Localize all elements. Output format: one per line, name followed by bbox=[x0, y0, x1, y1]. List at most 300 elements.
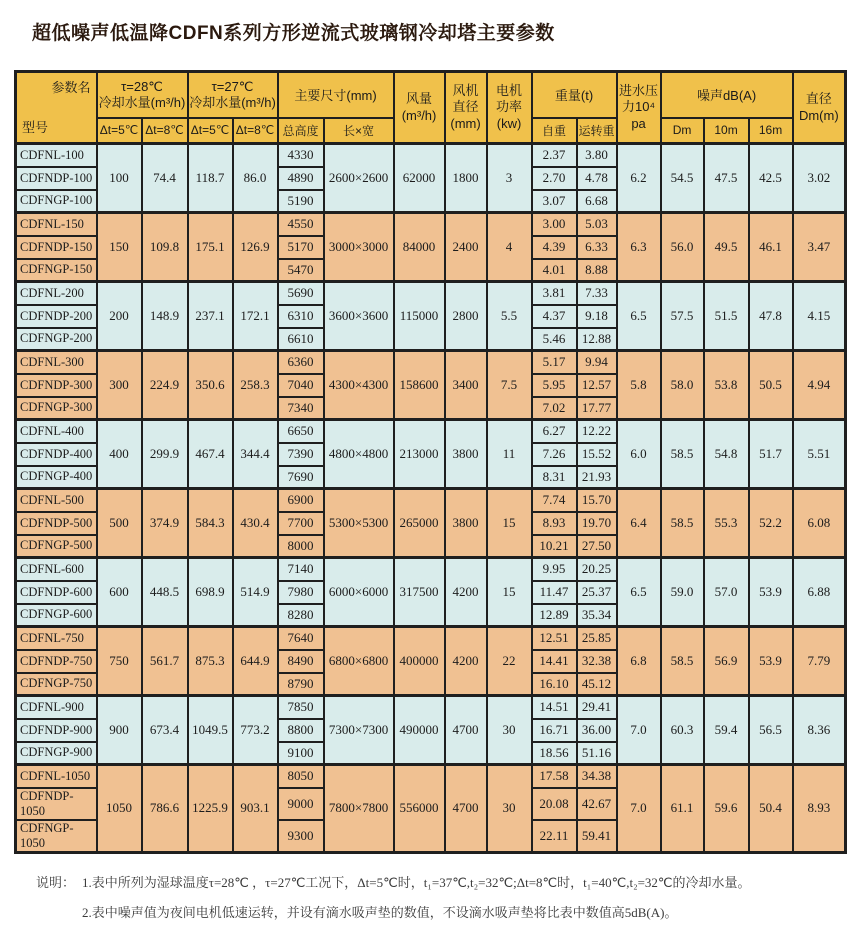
total-height-cell: 7980 bbox=[278, 581, 324, 604]
weight-self-cell: 16.10 bbox=[532, 673, 577, 696]
flow27-dt5-cell: 467.4 bbox=[188, 420, 233, 489]
weight-run-cell: 3.80 bbox=[577, 144, 617, 167]
inlet-pressure-cell: 7.0 bbox=[617, 765, 661, 853]
motor-power-cell: 30 bbox=[487, 696, 532, 765]
flow27-dt8-cell: 258.3 bbox=[233, 351, 278, 420]
header-noise-dm: Dm bbox=[661, 118, 704, 144]
noise-16m-cell: 52.2 bbox=[749, 489, 793, 558]
total-height-cell: 5470 bbox=[278, 259, 324, 282]
length-width-cell: 3000×3000 bbox=[324, 213, 394, 282]
motor-power-cell: 3 bbox=[487, 144, 532, 213]
header-weight-self: 自重 bbox=[532, 118, 577, 144]
table-row bbox=[16, 627, 846, 650]
header-model-label: 型号 bbox=[22, 120, 49, 135]
model-cell: CDFNGP-900 bbox=[16, 742, 97, 765]
weight-run-cell: 9.94 bbox=[577, 351, 617, 374]
weight-self-cell: 4.37 bbox=[532, 305, 577, 328]
weight-run-cell: 7.33 bbox=[577, 282, 617, 305]
inlet-pressure-cell: 6.5 bbox=[617, 558, 661, 627]
weight-run-cell: 45.12 bbox=[577, 673, 617, 696]
noise-10m-cell: 59.4 bbox=[704, 696, 749, 765]
header-motor-line1: 电机 bbox=[496, 83, 523, 99]
header-dt5-27: Δt=5℃ bbox=[188, 118, 233, 144]
noise-10m-cell: 53.8 bbox=[704, 351, 749, 420]
diameter-cell: 8.36 bbox=[793, 696, 846, 765]
inlet-pressure-cell: 6.4 bbox=[617, 489, 661, 558]
model-cell: CDFNL-400 bbox=[16, 420, 97, 443]
weight-self-cell: 4.39 bbox=[532, 236, 577, 259]
flow27-dt5-cell: 175.1 bbox=[188, 213, 233, 282]
motor-power-cell: 4 bbox=[487, 213, 532, 282]
total-height-cell: 4330 bbox=[278, 144, 324, 167]
length-width-cell: 6800×6800 bbox=[324, 627, 394, 696]
table-row bbox=[16, 282, 846, 305]
noise-dm-cell: 59.0 bbox=[661, 558, 704, 627]
noise-16m-cell: 56.5 bbox=[749, 696, 793, 765]
header-air-label: 风量 bbox=[406, 91, 433, 107]
model-cell: CDFNDP-1050 bbox=[16, 788, 97, 820]
weight-run-cell: 8.88 bbox=[577, 259, 617, 282]
air-volume-cell: 556000 bbox=[394, 765, 445, 853]
weight-run-cell: 17.77 bbox=[577, 397, 617, 420]
flow28-dt8-cell: 786.6 bbox=[142, 765, 188, 853]
weight-run-cell: 27.50 bbox=[577, 535, 617, 558]
motor-power-cell: 11 bbox=[487, 420, 532, 489]
model-cell: CDFNGP-100 bbox=[16, 190, 97, 213]
weight-self-cell: 2.37 bbox=[532, 144, 577, 167]
header-dt8-28: Δt=8℃ bbox=[142, 118, 188, 144]
total-height-cell: 8490 bbox=[278, 650, 324, 673]
flow28-dt8-cell: 109.8 bbox=[142, 213, 188, 282]
noise-10m-cell: 54.8 bbox=[704, 420, 749, 489]
header-noise-group: 噪声dB(A) bbox=[661, 72, 793, 118]
air-volume-cell: 213000 bbox=[394, 420, 445, 489]
flow27-dt8-cell: 86.0 bbox=[233, 144, 278, 213]
model-cell: CDFNL-1050 bbox=[16, 765, 97, 788]
weight-self-cell: 12.89 bbox=[532, 604, 577, 627]
fan-diameter-cell: 3800 bbox=[445, 489, 487, 558]
weight-run-cell: 34.38 bbox=[577, 765, 617, 788]
noise-10m-cell: 59.6 bbox=[704, 765, 749, 853]
air-volume-cell: 265000 bbox=[394, 489, 445, 558]
total-height-cell: 6310 bbox=[278, 305, 324, 328]
total-height-cell: 7140 bbox=[278, 558, 324, 581]
diameter-cell: 3.02 bbox=[793, 144, 846, 213]
header-flow27-unit: 冷却水量(m³/h) bbox=[189, 94, 276, 110]
model-cell: CDFNL-300 bbox=[16, 351, 97, 374]
footnotes bbox=[36, 868, 832, 928]
weight-self-cell: 3.81 bbox=[532, 282, 577, 305]
weight-run-cell: 5.03 bbox=[577, 213, 617, 236]
noise-dm-cell: 61.1 bbox=[661, 765, 704, 853]
total-height-cell: 8050 bbox=[278, 765, 324, 788]
flow28-dt5-cell: 100 bbox=[97, 144, 142, 213]
total-height-cell: 7690 bbox=[278, 466, 324, 489]
weight-run-cell: 51.16 bbox=[577, 742, 617, 765]
weight-run-cell: 35.34 bbox=[577, 604, 617, 627]
header-dt5-28: Δt=5℃ bbox=[97, 118, 142, 144]
flow28-dt5-cell: 900 bbox=[97, 696, 142, 765]
header-flow28-group bbox=[97, 72, 188, 118]
weight-run-cell: 4.78 bbox=[577, 167, 617, 190]
total-height-cell: 8000 bbox=[278, 535, 324, 558]
flow27-dt8-cell: 773.2 bbox=[233, 696, 278, 765]
weight-run-cell: 29.41 bbox=[577, 696, 617, 719]
noise-16m-cell: 51.7 bbox=[749, 420, 793, 489]
model-cell: CDFNDP-300 bbox=[16, 374, 97, 397]
page-title: 超低噪声低温降CDFN系列方形逆流式玻璃钢冷却塔主要参数 bbox=[32, 23, 555, 44]
model-cell: CDFNDP-400 bbox=[16, 443, 97, 466]
model-cell: CDFNDP-500 bbox=[16, 512, 97, 535]
flow27-dt8-cell: 430.4 bbox=[233, 489, 278, 558]
model-cell: CDFNGP-150 bbox=[16, 259, 97, 282]
motor-power-cell: 7.5 bbox=[487, 351, 532, 420]
flow27-dt5-cell: 118.7 bbox=[188, 144, 233, 213]
total-height-cell: 4890 bbox=[278, 167, 324, 190]
total-height-cell: 5690 bbox=[278, 282, 324, 305]
total-height-cell: 5170 bbox=[278, 236, 324, 259]
weight-self-cell: 8.93 bbox=[532, 512, 577, 535]
noise-16m-cell: 46.1 bbox=[749, 213, 793, 282]
air-volume-cell: 490000 bbox=[394, 696, 445, 765]
model-cell: CDFNGP-200 bbox=[16, 328, 97, 351]
motor-power-cell: 15 bbox=[487, 558, 532, 627]
total-height-cell: 9300 bbox=[278, 820, 324, 853]
weight-run-cell: 59.41 bbox=[577, 820, 617, 853]
weight-run-cell: 12.22 bbox=[577, 420, 617, 443]
air-volume-cell: 84000 bbox=[394, 213, 445, 282]
header-total-height: 总高度 bbox=[278, 118, 324, 144]
table-row bbox=[16, 144, 846, 167]
total-height-cell: 5190 bbox=[278, 190, 324, 213]
total-height-cell: 7640 bbox=[278, 627, 324, 650]
total-height-cell: 7340 bbox=[278, 397, 324, 420]
model-cell: CDFNDP-100 bbox=[16, 167, 97, 190]
weight-run-cell: 15.52 bbox=[577, 443, 617, 466]
total-height-cell: 7850 bbox=[278, 696, 324, 719]
length-width-cell: 7300×7300 bbox=[324, 696, 394, 765]
diameter-cell: 4.15 bbox=[793, 282, 846, 351]
inlet-pressure-cell: 7.0 bbox=[617, 696, 661, 765]
header-inlet-pressure bbox=[617, 72, 661, 144]
total-height-cell: 9100 bbox=[278, 742, 324, 765]
flow27-dt8-cell: 514.9 bbox=[233, 558, 278, 627]
header-dt8-27: Δt=8℃ bbox=[233, 118, 278, 144]
weight-run-cell: 6.33 bbox=[577, 236, 617, 259]
flow27-dt8-cell: 172.1 bbox=[233, 282, 278, 351]
flow28-dt5-cell: 200 bbox=[97, 282, 142, 351]
noise-dm-cell: 58.0 bbox=[661, 351, 704, 420]
header-dia-line2: Dm(m) bbox=[798, 107, 839, 123]
header-fan-diameter bbox=[445, 72, 487, 144]
model-cell: CDFNDP-900 bbox=[16, 719, 97, 742]
noise-16m-cell: 53.9 bbox=[749, 627, 793, 696]
model-cell: CDFNL-200 bbox=[16, 282, 97, 305]
weight-self-cell: 10.21 bbox=[532, 535, 577, 558]
header-pressure-line2: 力10⁴ bbox=[622, 99, 656, 115]
noise-16m-cell: 42.5 bbox=[749, 144, 793, 213]
flow28-dt5-cell: 600 bbox=[97, 558, 142, 627]
header-weight-run: 运转重 bbox=[577, 118, 617, 144]
weight-run-cell: 36.00 bbox=[577, 719, 617, 742]
model-cell: CDFNDP-600 bbox=[16, 581, 97, 604]
header-flow28-unit: 冷却水量(m³/h) bbox=[98, 94, 186, 110]
weight-self-cell: 2.70 bbox=[532, 167, 577, 190]
header-noise-16m: 16m bbox=[749, 118, 793, 144]
flow28-dt8-cell: 148.9 bbox=[142, 282, 188, 351]
motor-power-cell: 22 bbox=[487, 627, 532, 696]
length-width-cell: 2600×2600 bbox=[324, 144, 394, 213]
model-cell: CDFNGP-300 bbox=[16, 397, 97, 420]
weight-run-cell: 12.88 bbox=[577, 328, 617, 351]
header-fan-line2: 直径 bbox=[452, 99, 479, 115]
diameter-cell: 5.51 bbox=[793, 420, 846, 489]
diameter-cell: 6.88 bbox=[793, 558, 846, 627]
noise-10m-cell: 56.9 bbox=[704, 627, 749, 696]
total-height-cell: 7390 bbox=[278, 443, 324, 466]
flow27-dt8-cell: 644.9 bbox=[233, 627, 278, 696]
weight-run-cell: 32.38 bbox=[577, 650, 617, 673]
noise-dm-cell: 57.5 bbox=[661, 282, 704, 351]
noise-dm-cell: 58.5 bbox=[661, 420, 704, 489]
flow27-dt5-cell: 1049.5 bbox=[188, 696, 233, 765]
header-diameter bbox=[793, 72, 846, 144]
table-body bbox=[16, 144, 846, 853]
spec-table bbox=[14, 70, 847, 854]
flow28-dt5-cell: 750 bbox=[97, 627, 142, 696]
header-weight-group: 重量(t) bbox=[532, 72, 617, 118]
noise-10m-cell: 51.5 bbox=[704, 282, 749, 351]
flow28-dt5-cell: 500 bbox=[97, 489, 142, 558]
flow27-dt5-cell: 875.3 bbox=[188, 627, 233, 696]
header-length-width: 长×宽 bbox=[324, 118, 394, 144]
model-cell: CDFNDP-150 bbox=[16, 236, 97, 259]
flow28-dt5-cell: 400 bbox=[97, 420, 142, 489]
header-model-param-cell bbox=[16, 72, 97, 144]
table-row bbox=[16, 765, 846, 788]
header-motor-line2: 功率 bbox=[496, 99, 523, 115]
flow27-dt5-cell: 1225.9 bbox=[188, 765, 233, 853]
flow27-dt8-cell: 126.9 bbox=[233, 213, 278, 282]
weight-self-cell: 3.07 bbox=[532, 190, 577, 213]
length-width-cell: 4800×4800 bbox=[324, 420, 394, 489]
weight-self-cell: 14.51 bbox=[532, 696, 577, 719]
diameter-cell: 6.08 bbox=[793, 489, 846, 558]
inlet-pressure-cell: 6.0 bbox=[617, 420, 661, 489]
flow28-dt5-cell: 300 bbox=[97, 351, 142, 420]
air-volume-cell: 115000 bbox=[394, 282, 445, 351]
weight-self-cell: 5.46 bbox=[532, 328, 577, 351]
weight-run-cell: 12.57 bbox=[577, 374, 617, 397]
header-flow27-group bbox=[188, 72, 278, 118]
flow27-dt5-cell: 584.3 bbox=[188, 489, 233, 558]
noise-dm-cell: 56.0 bbox=[661, 213, 704, 282]
weight-self-cell: 17.58 bbox=[532, 765, 577, 788]
weight-run-cell: 25.37 bbox=[577, 581, 617, 604]
weight-run-cell: 19.70 bbox=[577, 512, 617, 535]
header-noise-10m: 10m bbox=[704, 118, 749, 144]
weight-self-cell: 5.95 bbox=[532, 374, 577, 397]
inlet-pressure-cell: 5.8 bbox=[617, 351, 661, 420]
weight-self-cell: 4.01 bbox=[532, 259, 577, 282]
header-pressure-line1: 进水压 bbox=[619, 83, 659, 99]
noise-dm-cell: 58.5 bbox=[661, 627, 704, 696]
model-cell: CDFNGP-500 bbox=[16, 535, 97, 558]
header-air-unit: (m³/h) bbox=[401, 107, 437, 123]
fan-diameter-cell: 3400 bbox=[445, 351, 487, 420]
air-volume-cell: 317500 bbox=[394, 558, 445, 627]
weight-self-cell: 14.41 bbox=[532, 650, 577, 673]
noise-10m-cell: 57.0 bbox=[704, 558, 749, 627]
noise-10m-cell: 55.3 bbox=[704, 489, 749, 558]
total-height-cell: 6900 bbox=[278, 489, 324, 512]
noise-16m-cell: 53.9 bbox=[749, 558, 793, 627]
weight-self-cell: 6.27 bbox=[532, 420, 577, 443]
weight-run-cell: 25.85 bbox=[577, 627, 617, 650]
total-height-cell: 7700 bbox=[278, 512, 324, 535]
table-header bbox=[16, 72, 846, 144]
model-cell: CDFNL-500 bbox=[16, 489, 97, 512]
weight-run-cell: 9.18 bbox=[577, 305, 617, 328]
total-height-cell: 7040 bbox=[278, 374, 324, 397]
fan-diameter-cell: 4200 bbox=[445, 558, 487, 627]
weight-self-cell: 8.31 bbox=[532, 466, 577, 489]
flow28-dt8-cell: 224.9 bbox=[142, 351, 188, 420]
flow27-dt5-cell: 350.6 bbox=[188, 351, 233, 420]
weight-self-cell: 22.11 bbox=[532, 820, 577, 853]
table-row bbox=[16, 351, 846, 374]
model-cell: CDFNL-900 bbox=[16, 696, 97, 719]
motor-power-cell: 30 bbox=[487, 765, 532, 853]
diameter-cell: 3.47 bbox=[793, 213, 846, 282]
total-height-cell: 8790 bbox=[278, 673, 324, 696]
model-cell: CDFNL-100 bbox=[16, 144, 97, 167]
model-cell: CDFNGP-600 bbox=[16, 604, 97, 627]
model-cell: CDFNGP-1050 bbox=[16, 820, 97, 853]
motor-power-cell: 5.5 bbox=[487, 282, 532, 351]
weight-self-cell: 9.95 bbox=[532, 558, 577, 581]
weight-self-cell: 5.17 bbox=[532, 351, 577, 374]
flow28-dt5-cell: 150 bbox=[97, 213, 142, 282]
header-param-label: 参数名 bbox=[51, 80, 91, 95]
table-row bbox=[16, 558, 846, 581]
weight-run-cell: 6.68 bbox=[577, 190, 617, 213]
flow28-dt8-cell: 299.9 bbox=[142, 420, 188, 489]
model-cell: CDFNL-750 bbox=[16, 627, 97, 650]
fan-diameter-cell: 4700 bbox=[445, 696, 487, 765]
length-width-cell: 6000×6000 bbox=[324, 558, 394, 627]
model-cell: CDFNL-600 bbox=[16, 558, 97, 581]
flow28-dt8-cell: 673.4 bbox=[142, 696, 188, 765]
fan-diameter-cell: 4700 bbox=[445, 765, 487, 853]
total-height-cell: 8280 bbox=[278, 604, 324, 627]
total-height-cell: 9000 bbox=[278, 788, 324, 820]
weight-self-cell: 3.00 bbox=[532, 213, 577, 236]
noise-dm-cell: 60.3 bbox=[661, 696, 704, 765]
inlet-pressure-cell: 6.2 bbox=[617, 144, 661, 213]
fan-diameter-cell: 2400 bbox=[445, 213, 487, 282]
diameter-cell: 8.93 bbox=[793, 765, 846, 853]
model-cell: CDFNGP-400 bbox=[16, 466, 97, 489]
model-cell: CDFNL-150 bbox=[16, 213, 97, 236]
air-volume-cell: 62000 bbox=[394, 144, 445, 213]
weight-self-cell: 12.51 bbox=[532, 627, 577, 650]
inlet-pressure-cell: 6.3 bbox=[617, 213, 661, 282]
weight-self-cell: 16.71 bbox=[532, 719, 577, 742]
length-width-cell: 3600×3600 bbox=[324, 282, 394, 351]
note-line-1: 1.表中所列为湿球温度τ=28℃ ，τ=27℃工况下，Δt=5℃时，t₁=37℃,t₂=32℃;Δt=8℃时，t₁=40℃,t₂=32℃的冷却水量。 bbox=[82, 875, 751, 890]
table-row bbox=[16, 420, 846, 443]
noise-dm-cell: 54.5 bbox=[661, 144, 704, 213]
fan-diameter-cell: 2800 bbox=[445, 282, 487, 351]
header-size-group: 主要尺寸(mm) bbox=[278, 72, 394, 118]
header-motor-power bbox=[487, 72, 532, 144]
flow27-dt5-cell: 237.1 bbox=[188, 282, 233, 351]
motor-power-cell: 15 bbox=[487, 489, 532, 558]
inlet-pressure-cell: 6.8 bbox=[617, 627, 661, 696]
weight-self-cell: 7.26 bbox=[532, 443, 577, 466]
total-height-cell: 6650 bbox=[278, 420, 324, 443]
noise-16m-cell: 50.5 bbox=[749, 351, 793, 420]
flow28-dt8-cell: 74.4 bbox=[142, 144, 188, 213]
flow28-dt5-cell: 1050 bbox=[97, 765, 142, 853]
header-fan-line1: 风机 bbox=[452, 83, 479, 99]
fan-diameter-cell: 3800 bbox=[445, 420, 487, 489]
inlet-pressure-cell: 6.5 bbox=[617, 282, 661, 351]
air-volume-cell: 158600 bbox=[394, 351, 445, 420]
table-row bbox=[16, 696, 846, 719]
table-row bbox=[16, 489, 846, 512]
length-width-cell: 7800×7800 bbox=[324, 765, 394, 853]
model-cell: CDFNDP-750 bbox=[16, 650, 97, 673]
flow28-dt8-cell: 448.5 bbox=[142, 558, 188, 627]
flow27-dt5-cell: 698.9 bbox=[188, 558, 233, 627]
table-row bbox=[16, 213, 846, 236]
fan-diameter-cell: 4200 bbox=[445, 627, 487, 696]
noise-16m-cell: 47.8 bbox=[749, 282, 793, 351]
weight-run-cell: 15.70 bbox=[577, 489, 617, 512]
header-motor-unit: (kw) bbox=[496, 115, 522, 131]
diameter-cell: 4.94 bbox=[793, 351, 846, 420]
noise-10m-cell: 49.5 bbox=[704, 213, 749, 282]
noise-dm-cell: 58.5 bbox=[661, 489, 704, 558]
weight-self-cell: 7.02 bbox=[532, 397, 577, 420]
weight-self-cell: 18.56 bbox=[532, 742, 577, 765]
header-air-volume bbox=[394, 72, 445, 144]
noise-16m-cell: 50.4 bbox=[749, 765, 793, 853]
weight-run-cell: 20.25 bbox=[577, 558, 617, 581]
total-height-cell: 8800 bbox=[278, 719, 324, 742]
weight-run-cell: 21.93 bbox=[577, 466, 617, 489]
total-height-cell: 6360 bbox=[278, 351, 324, 374]
total-height-cell: 4550 bbox=[278, 213, 324, 236]
weight-self-cell: 20.08 bbox=[532, 788, 577, 820]
length-width-cell: 5300×5300 bbox=[324, 489, 394, 558]
header-fan-unit: (mm) bbox=[450, 115, 481, 131]
header-flow27-temp: τ=27℃ bbox=[211, 78, 254, 94]
total-height-cell: 6610 bbox=[278, 328, 324, 351]
header-pressure-unit: pa bbox=[631, 115, 646, 131]
notes-label: 说明： bbox=[36, 875, 76, 890]
diameter-cell: 7.79 bbox=[793, 627, 846, 696]
flow28-dt8-cell: 561.7 bbox=[142, 627, 188, 696]
length-width-cell: 4300×4300 bbox=[324, 351, 394, 420]
weight-self-cell: 11.47 bbox=[532, 581, 577, 604]
weight-self-cell: 7.74 bbox=[532, 489, 577, 512]
fan-diameter-cell: 1800 bbox=[445, 144, 487, 213]
flow27-dt8-cell: 344.4 bbox=[233, 420, 278, 489]
weight-run-cell: 42.67 bbox=[577, 788, 617, 820]
